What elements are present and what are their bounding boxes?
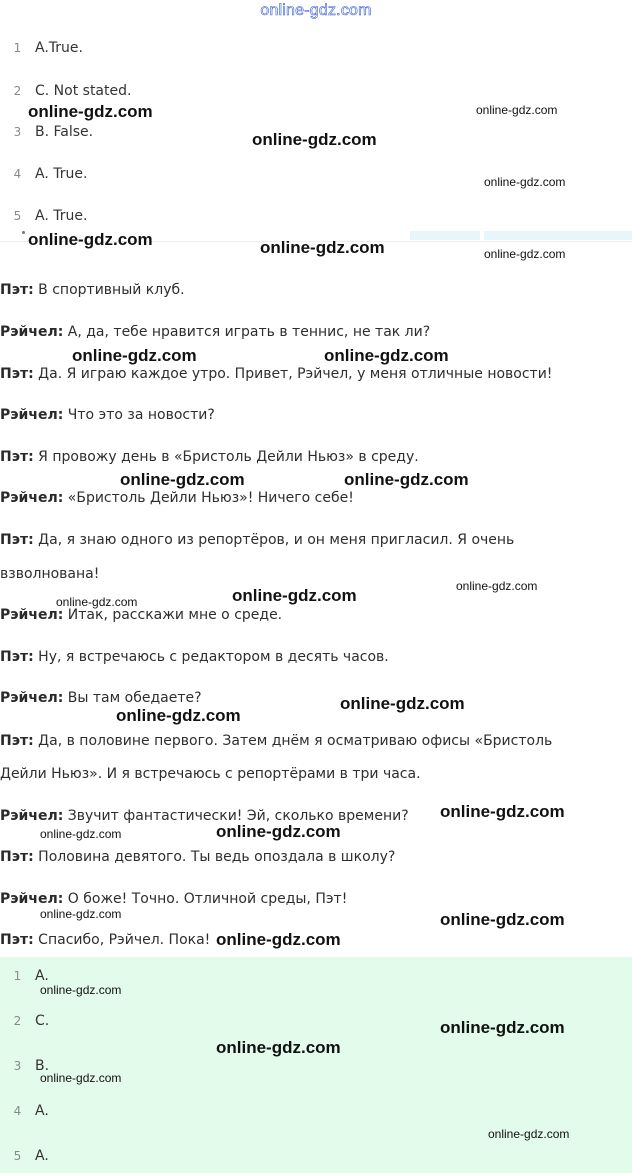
dialogue-line (0, 849, 395, 865)
watermark: online-gdz.com (116, 706, 241, 725)
line-text: Да, я знаю одного из репортёров, и он меня пригласил. Я очень (33, 532, 515, 548)
dialogue-line (0, 607, 282, 623)
answer-number: 3 (13, 125, 22, 139)
answer-text: B. (35, 1058, 50, 1074)
answer-item (0, 1010, 49, 1032)
answer-number: 4 (13, 1104, 22, 1118)
line-text: Что это за новости? (63, 407, 215, 423)
answer-number: 1 (13, 969, 22, 983)
watermark: online-gdz.com (476, 103, 558, 117)
line-text: Дейли Ньюз». И я встречаюсь с репортёрами в три часа. (0, 766, 421, 782)
answer-item (0, 1145, 49, 1167)
answer-number: 5 (13, 1149, 22, 1163)
watermark: online-gdz.com (324, 346, 449, 365)
watermark: online-gdz.com (216, 1038, 341, 1057)
answer-number: 2 (13, 84, 22, 98)
dialogue-line (0, 932, 210, 948)
speaker-name: Пэт: (0, 849, 34, 865)
divider-strip (410, 231, 632, 240)
answer-text: A. (35, 968, 49, 984)
line-text: Да. Я играю каждое утро. Привет, Рэйчел, у меня отличные новости! (33, 366, 553, 382)
speaker-name: Рэйчел: (0, 808, 64, 824)
watermark: online-gdz.com (488, 1127, 570, 1141)
watermark: online-gdz.com (440, 910, 565, 929)
dialogue-line (0, 449, 419, 465)
answer-item (0, 205, 87, 227)
speaker-name: Пэт: (0, 733, 34, 749)
watermark: online-gdz.com (40, 983, 122, 997)
watermark: online-gdz.com (440, 802, 565, 821)
line-text: Да, в половине первого. Затем днём я осматриваю офисы «Бристоль (33, 733, 553, 749)
answer-item (0, 163, 87, 185)
answer-text: A. (35, 1148, 49, 1164)
bullet-dot (22, 231, 25, 234)
dialogue-line (0, 532, 514, 548)
answer-number: 3 (13, 1059, 22, 1073)
answer-text: B. False. (35, 124, 94, 140)
dialogue-line (0, 282, 185, 298)
answer-number: 5 (13, 209, 22, 223)
watermark: online-gdz.com (484, 175, 566, 189)
line-text: Звучит фантастически! Эй, сколько времени? (63, 808, 409, 824)
speaker-name: Рэйчел: (0, 407, 64, 423)
answer-item (0, 1100, 49, 1122)
speaker-name: Пэт: (0, 366, 34, 382)
dialogue-line (0, 324, 430, 340)
dialogue-line (0, 566, 99, 582)
dialogue-line (0, 891, 347, 907)
answer-text: C. (35, 1013, 50, 1029)
answer-number: 4 (13, 167, 22, 181)
watermark: online-gdz.com (344, 470, 469, 489)
watermark: online-gdz.com (28, 102, 153, 121)
divider-gap (480, 231, 484, 240)
dialogue-line (0, 366, 552, 382)
line-text: Ну, я встречаюсь с редактором в десять часов. (33, 649, 389, 665)
answer-item (0, 37, 83, 59)
dialogue-line (0, 649, 389, 665)
watermark: online-gdz.com (440, 1018, 565, 1037)
watermark: online-gdz.com (456, 579, 538, 593)
watermark: online-gdz.com (260, 238, 385, 257)
line-text: А, да, тебе нравится играть в теннис, не так ли? (63, 324, 431, 340)
answer-number: 2 (13, 1014, 22, 1028)
dialogue-line (0, 733, 552, 749)
line-text: Половина девятого. Ты ведь опоздала в школу? (33, 849, 396, 865)
watermark: online-gdz.com (40, 907, 122, 921)
line-text: взволнована! (0, 566, 100, 582)
watermark: online-gdz.com (28, 230, 153, 249)
answer-number: 1 (13, 41, 22, 55)
answer-text: A. True. (35, 166, 88, 182)
line-text: О боже! Точно. Отличной среды, Пэт! (63, 891, 348, 907)
answer-item (0, 80, 131, 102)
speaker-name: Пэт: (0, 282, 34, 298)
watermark: online-gdz.com (484, 247, 566, 261)
speaker-name: Пэт: (0, 649, 34, 665)
line-text: Вы там обедаете? (63, 690, 202, 706)
dialogue-line (0, 407, 215, 423)
line-text: «Бристоль Дейли Ньюз»! Ничего себе! (63, 490, 354, 506)
header-watermark: online-gdz.com (260, 2, 372, 19)
speaker-name: Пэт: (0, 449, 34, 465)
watermark: online-gdz.com (232, 586, 357, 605)
dialogue-line (0, 808, 409, 824)
speaker-name: Рэйчел: (0, 490, 64, 506)
watermark: online-gdz.com (40, 827, 122, 841)
watermark: online-gdz.com (72, 346, 197, 365)
watermark: online-gdz.com (216, 930, 341, 949)
line-text: Итак, расскажи мне о среде. (63, 607, 283, 623)
answer-text: A. (35, 1103, 49, 1119)
watermark: online-gdz.com (56, 595, 138, 609)
watermark: online-gdz.com (252, 130, 377, 149)
line-text: Спасибо, Рэйчел. Пока! (33, 932, 211, 948)
answer-item (0, 121, 93, 143)
watermark: online-gdz.com (216, 822, 341, 841)
watermark: online-gdz.com (120, 470, 245, 489)
speaker-name: Пэт: (0, 532, 34, 548)
dialogue-line (0, 766, 421, 782)
speaker-name: Рэйчел: (0, 891, 64, 907)
speaker-name: Рэйчел: (0, 607, 64, 623)
answer-text: A.True. (35, 40, 83, 56)
watermark: online-gdz.com (340, 694, 465, 713)
answer-text: A. True. (35, 208, 88, 224)
speaker-name: Пэт: (0, 932, 34, 948)
watermark: online-gdz.com (40, 1071, 122, 1085)
answer-text: C. Not stated. (35, 83, 132, 99)
dialogue-line (0, 490, 354, 506)
line-text: Я провожу день в «Бристоль Дейли Ньюз» в среду. (33, 449, 419, 465)
speaker-name: Рэйчел: (0, 324, 64, 340)
line-text: В спортивный клуб. (33, 282, 185, 298)
speaker-name: Рэйчел: (0, 690, 64, 706)
dialogue-line (0, 690, 202, 706)
